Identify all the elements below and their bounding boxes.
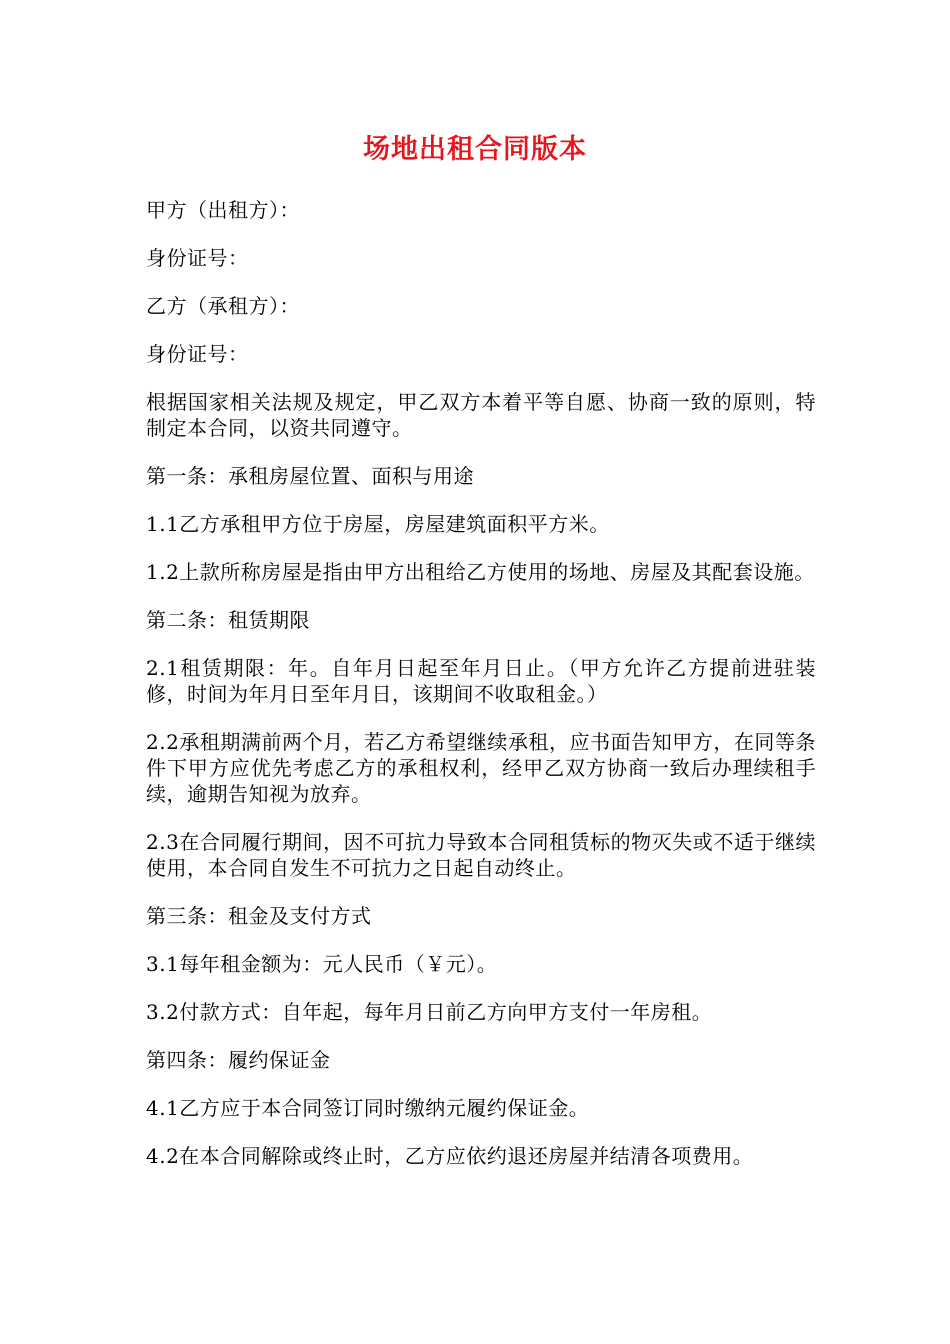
article-3-heading: 第三条：租金及支付方式 <box>146 904 372 928</box>
party-b-id-line: 身份证号： <box>146 342 249 366</box>
clause-2-3: 2.3在合同履行期间，因不可抗力导致本合同租赁标的物灭失或不适于继续使用，本合同自发生不可抗力之日起自动终止。 <box>146 830 816 880</box>
party-a-line: 甲方（出租方）： <box>146 198 300 222</box>
clause-3-2: 3.2付款方式：自年起，每年月日前乙方向甲方支付一年房租。 <box>146 1000 713 1024</box>
article-1-heading: 第一条：承租房屋位置、面积与用途 <box>146 464 474 488</box>
article-2-heading: 第二条：租赁期限 <box>146 608 310 632</box>
clause-2-1: 2.1租赁期限：年。自年月日起至年月日止。（甲方允许乙方提前进驻装修，时间为年月日至年月日，该期间不收取租金。） <box>146 656 816 706</box>
preamble-paragraph: 根据国家相关法规及规定，甲乙双方本着平等自愿、协商一致的原则，特制定本合同，以资共同遵守。 <box>146 390 816 440</box>
clause-2-2: 2.2承租期满前两个月，若乙方希望继续承租，应书面告知甲方，在同等条件下甲方应优先考虑乙方的承租权利，经甲乙双方协商一致后办理续租手续，逾期告知视为放弃。 <box>146 730 816 806</box>
clause-3-1: 3.1每年租金额为：元人民币（￥元）。 <box>146 952 498 976</box>
article-4-heading: 第四条：履约保证金 <box>146 1048 331 1072</box>
clause-4-2: 4.2在本合同解除或终止时，乙方应依约退还房屋并结清各项费用。 <box>146 1144 754 1168</box>
clause-1-2: 1.2上款所称房屋是指由甲方出租给乙方使用的场地、房屋及其配套设施。 <box>146 560 815 584</box>
document-body <box>146 197 816 1191</box>
document-title: 场地出租合同版本 <box>363 134 587 165</box>
party-a-id-line: 身份证号： <box>146 246 249 270</box>
party-b-line: 乙方（承租方）： <box>146 294 300 318</box>
clause-4-1: 4.1乙方应于本合同签订同时缴纳元履约保证金。 <box>146 1096 590 1120</box>
clause-1-1: 1.1乙方承租甲方位于房屋，房屋建筑面积平方米。 <box>146 512 610 536</box>
